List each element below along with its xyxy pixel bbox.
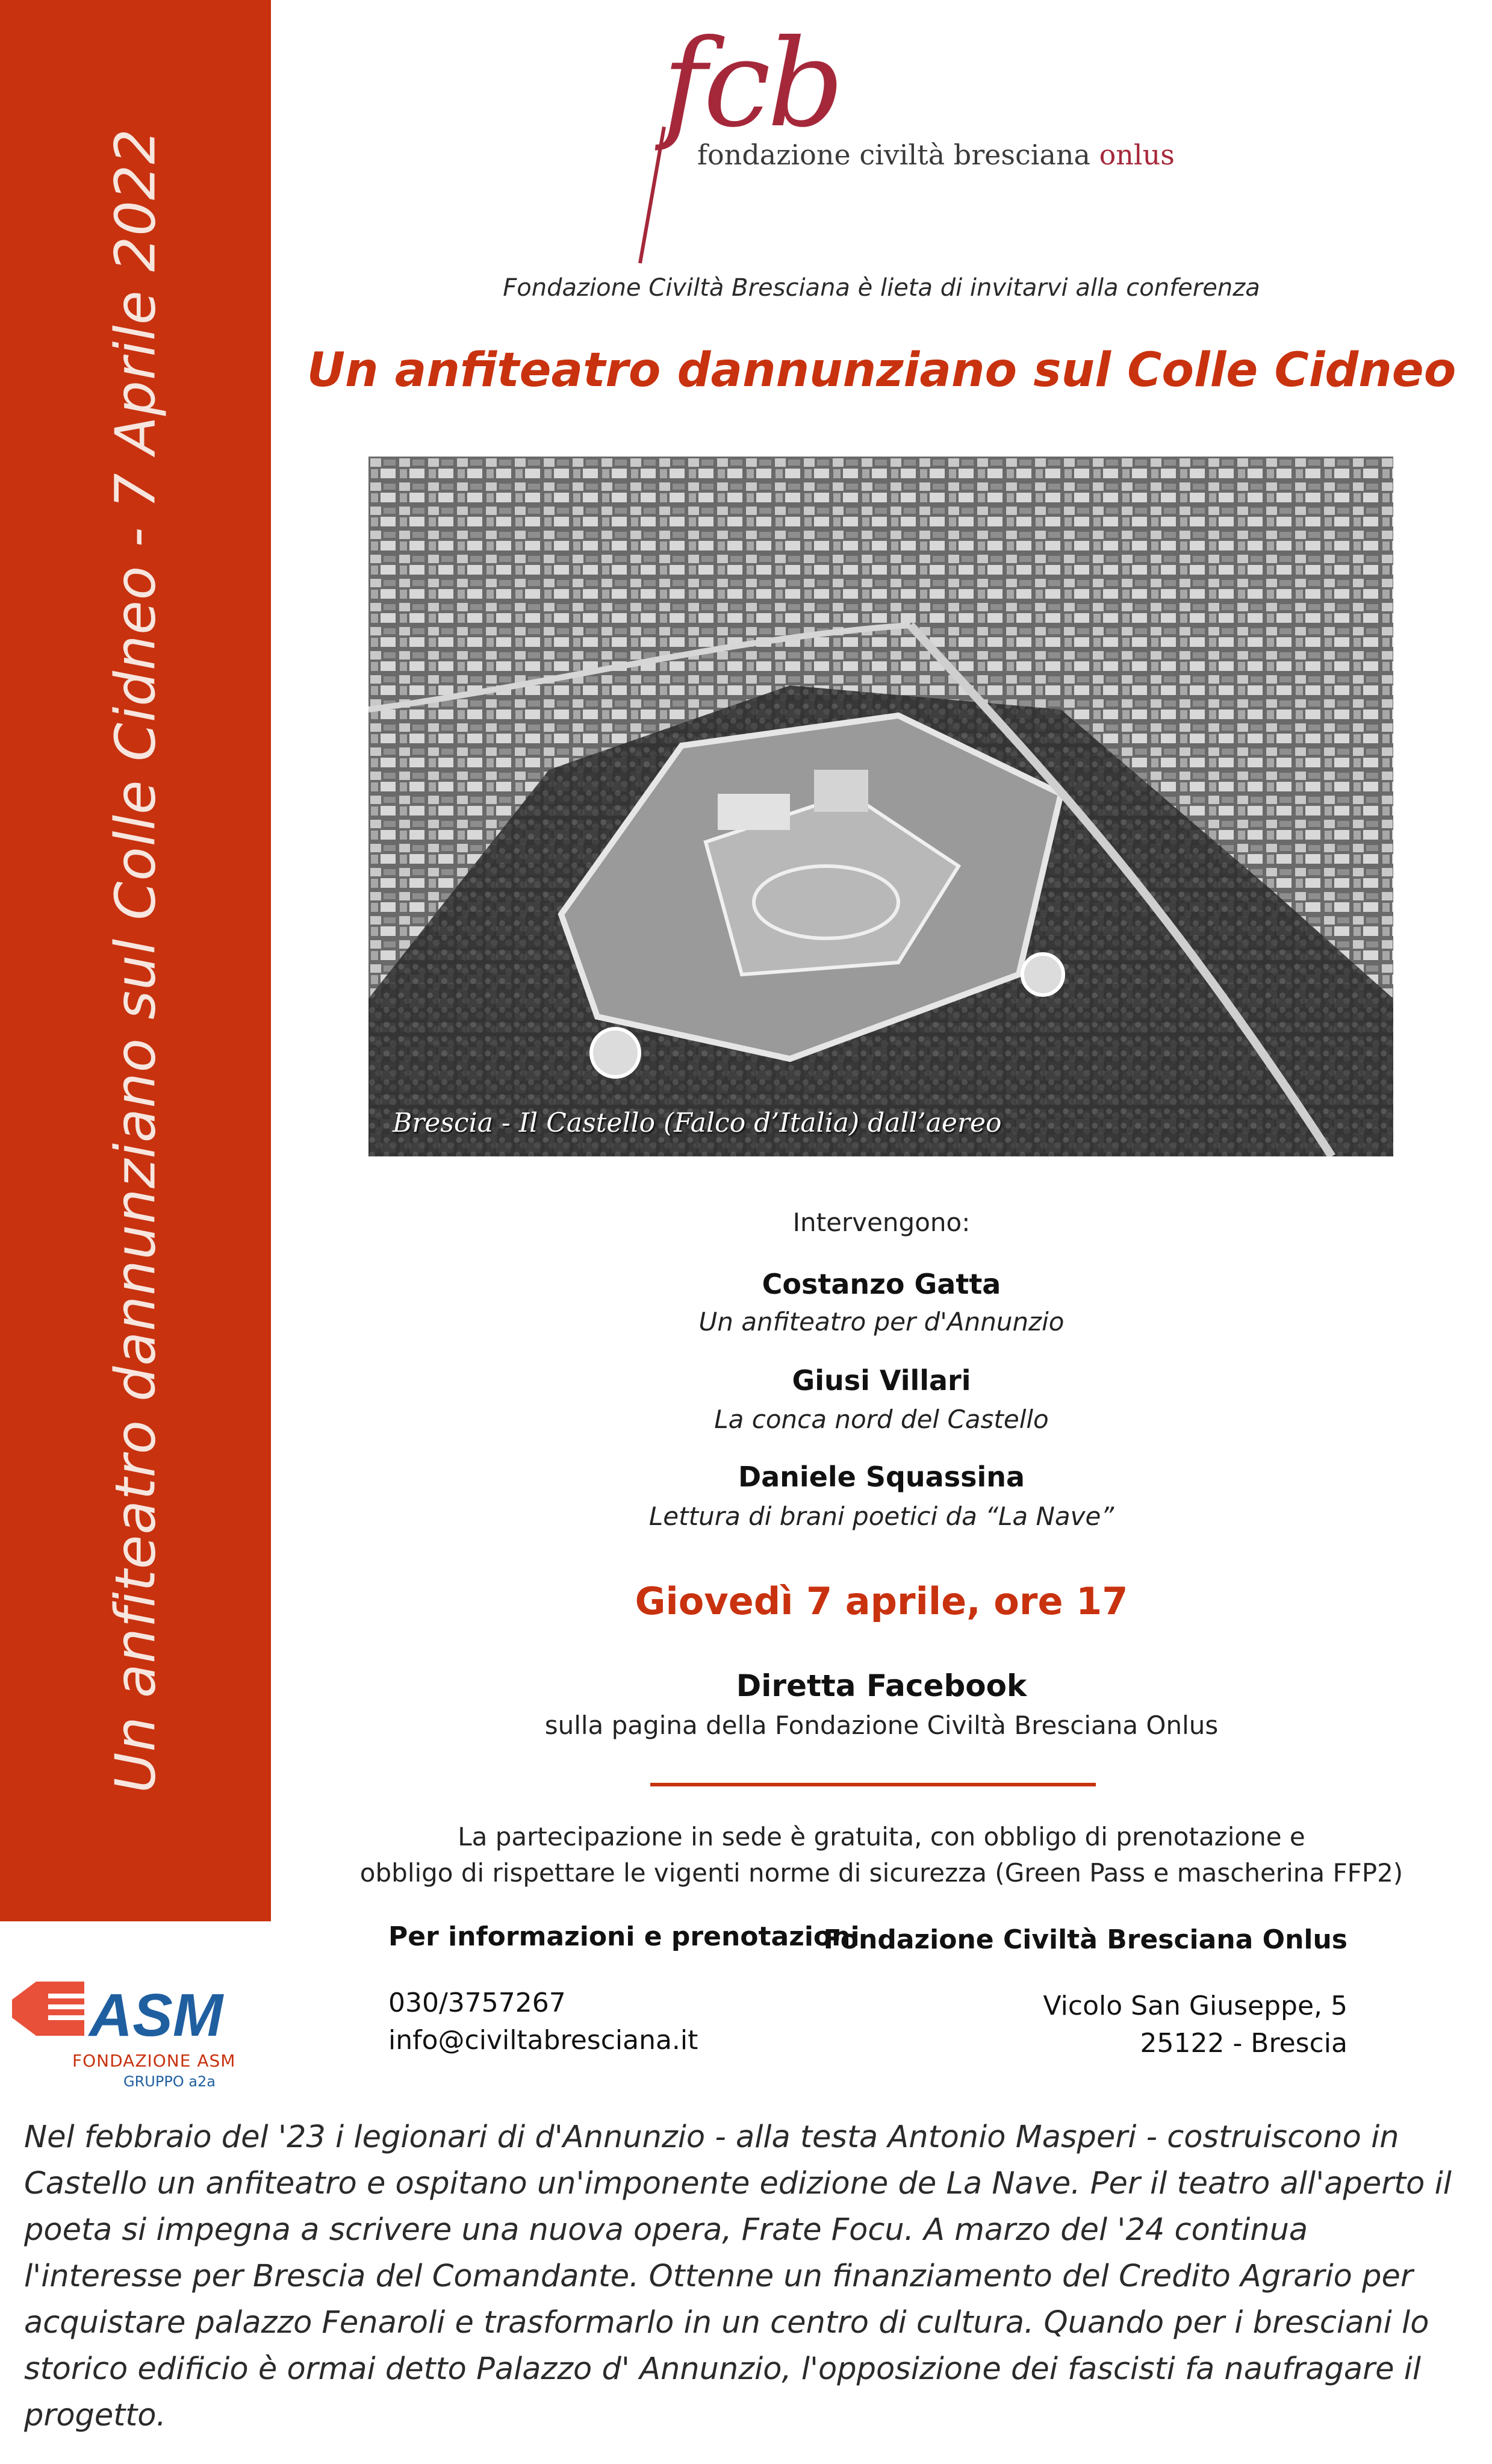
logo-name: [697, 139, 1175, 171]
divider: [650, 1783, 1096, 1786]
sidebar-banner: [0, 0, 271, 1921]
speaker-name: Giusi Villari: [792, 1364, 971, 1397]
paragraph-line: Nel febbraio del '23 i legionari di d'Annunzio - alla testa Antonio Masperi - costruiscono in: [24, 2119, 1399, 2155]
notice-line: La partecipazione in sede è gratuita, con obbligo di prenotazione e: [458, 1822, 1305, 1851]
facebook-subtitle: sulla pagina della Fondazione Civiltà Bresciana Onlus: [544, 1711, 1219, 1740]
phone-number: 030/3757267: [388, 1988, 566, 2018]
org-heading: Fondazione Civiltà Bresciana Onlus: [823, 1924, 1347, 1955]
speaker-talk: Un anfiteatro per d'Annunzio: [698, 1307, 1065, 1336]
asm-logo-mark: [12, 1970, 253, 2051]
facebook-title: Diretta Facebook: [736, 1668, 1027, 1703]
asm-logo: [12, 1970, 253, 2090]
paragraph-line: Castello un anfiteatro e ospitano un'imponente edizione de La Nave. Per il teatro all'aperto il: [24, 2166, 1452, 2201]
speakers-heading: Intervengono:: [792, 1208, 971, 1237]
castle-aerial-photo: [368, 457, 1393, 1156]
paragraph-line: storico edificio è ormai detto Palazzo d' Annunzio, l'opposizione dei fascisti fa naufragare il: [24, 2351, 1422, 2387]
notice-line: obbligo di rispettare le vigenti norme di sicurezza (Green Pass e mascherina FFP2): [359, 1858, 1403, 1888]
fcb-logo: [620, 14, 1175, 253]
paragraph-line: progetto.: [24, 2398, 166, 2433]
email-address[interactable]: info@civiltabresciana.it: [388, 2025, 698, 2056]
logo-mark: fcb: [662, 14, 841, 154]
sidebar-title: Un anfiteatro dannunziano sul Colle Cidneo - 7 Aprile 2022: [103, 128, 168, 1793]
asm-foundation-label: FONDAZIONE ASM: [72, 2051, 236, 2071]
logo-onlus: onlus: [1099, 139, 1175, 171]
aerial-photo-illustration: [368, 457, 1393, 1156]
address-city: 25122 - Brescia: [1140, 2028, 1347, 2059]
asm-group-label: GRUPPO a2a: [123, 2073, 216, 2090]
event-date: Giovedì 7 aprile, ore 17: [635, 1579, 1128, 1623]
invite-line: Fondazione Civiltà Bresciana è lieta di invitarvi alla conferenza: [503, 274, 1260, 302]
paragraph-line: acquistare palazzo Fenaroli e trasformarlo in un centro di cultura. Quando per i bresciani lo: [24, 2305, 1429, 2341]
speaker-talk: Lettura di brani poetici da “La Nave”: [648, 1502, 1114, 1531]
speaker-name: Daniele Squassina: [738, 1461, 1025, 1493]
speaker-talk: La conca nord del Castello: [714, 1405, 1049, 1434]
logo-name-text: fondazione civiltà bresciana: [697, 139, 1090, 171]
address-street: Vicolo San Giuseppe, 5: [1043, 1991, 1347, 2021]
event-title: Un anfiteatro dannunziano sul Colle Cidneo: [306, 343, 1456, 398]
info-heading: Per informazioni e prenotazioni: [388, 1921, 860, 1952]
paragraph-line: poeta si impegna a scrivere una nuova opera, Frate Focu. A marzo del '24 continua: [24, 2212, 1308, 2248]
contact-block: [388, 1985, 698, 2059]
speaker-name: Costanzo Gatta: [762, 1268, 1001, 1300]
attendance-notice: [271, 1819, 1492, 1891]
org-address: [1043, 1988, 1347, 2062]
paragraph-line: l'interesse per Brescia del Comandante. Ottenne un finanziamento del Credito Agrario per: [24, 2259, 1413, 2294]
asm-mark-text: ASM: [89, 1982, 223, 2049]
photo-caption: Brescia - Il Castello (Falco d’Italia) dall’aereo: [393, 1108, 1002, 1138]
history-paragraph: [24, 2114, 1474, 2439]
logo-stem: [638, 126, 666, 264]
